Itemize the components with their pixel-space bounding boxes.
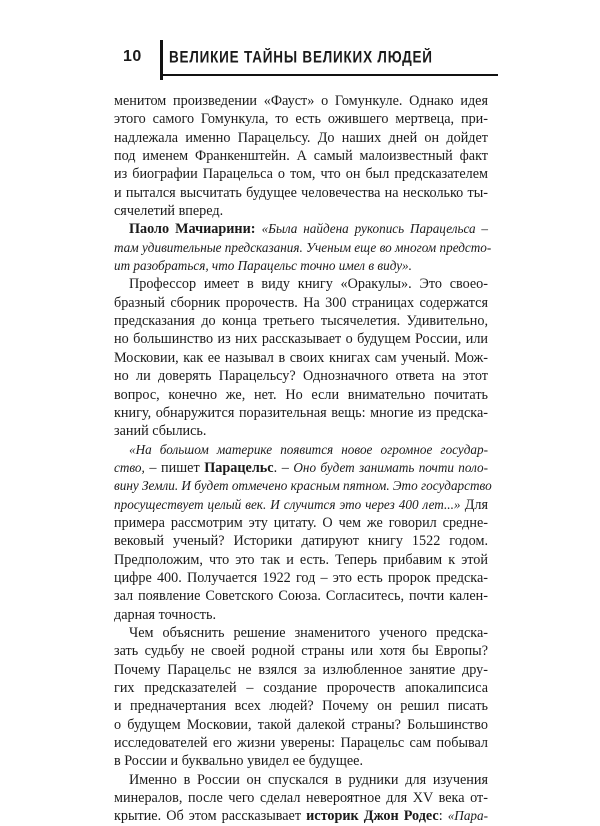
text-span: крытие. Об этом рассказывает	[114, 808, 307, 825]
text-line: надлежала именно Парацельсу. До наших дней он дойдет	[114, 129, 488, 146]
text-line: цифре 400. Получается 1922 год – это есть пророк предска-	[114, 569, 488, 586]
quote-text: «Пара-	[447, 808, 488, 824]
text-line: менитом произведении «Фауст» о Гомункуле. Однако идея	[114, 93, 488, 109]
text-span: – пишет	[144, 459, 205, 476]
text-line: минералов, после чего сделал невероятное для XV века от-	[114, 790, 488, 807]
text-line: о будущем Московии, такой далекой страны? Большинство	[114, 716, 488, 733]
text-line: бразный сборник пророчеств. На 300 страницах содержатся	[114, 294, 488, 311]
text-line: исследователей его жизни уверены: Парацельс сам побывал	[114, 735, 488, 752]
text-line: этого самого Гомункула, то есть ожившего мертвеца, при-	[114, 111, 488, 128]
text-line: Именно в России он спускался в рудники для изучения	[129, 771, 488, 788]
quote-line	[114, 459, 488, 477]
text-line: вопрос, конечно же, нет. Но если внимательно почитать	[114, 386, 488, 403]
quote-text: Оно будет занимать почти поло-	[293, 459, 489, 475]
quote-line	[114, 496, 488, 514]
text-span: . –	[273, 459, 294, 476]
text-line: Чем объяснить решение знаменитого ученого предска-	[129, 624, 488, 641]
running-title: ВЕЛИКИЕ ТАЙНЫ ВЕЛИКИХ ЛЮДЕЙ	[169, 48, 433, 66]
speaker-name: Паоло Мачиарини:	[129, 221, 256, 238]
quote-line	[114, 220, 488, 238]
text-line: Московии, как ее называл в своих книгах сам ученый. Мож-	[114, 349, 488, 366]
text-line: Почему Парацельс не взялся за излюбленное занятие дру-	[114, 661, 488, 678]
text-line: и предначертания всех людей? Почему он решил писать	[114, 698, 488, 715]
text-span: :	[438, 808, 448, 825]
author-name: историк Джон Родес	[306, 808, 439, 825]
text-line: заний сбылись.	[114, 423, 207, 440]
text-line: в России и буквально увидел ее будущее.	[114, 753, 363, 770]
author-name: Парацельс	[204, 459, 274, 476]
text-line: примера рассмотрим эту цитату. О чем же говорил средне-	[114, 514, 488, 531]
quote-line: вину Земли. И будет отмечено красным пятном. Это государство	[114, 478, 492, 494]
text-line: зал появление Советского Союза. Согласитесь, почти кален-	[114, 588, 488, 605]
text-line: дарная точность.	[114, 606, 217, 623]
text-line: предсказания до конца третьего тысячелетия. Удивительно,	[114, 313, 488, 330]
quote-text: просуществует целый век. И случится это через 400 лет...»	[114, 496, 461, 512]
text-line: сячелетий вперед.	[114, 203, 224, 220]
text-span: Для	[460, 496, 488, 513]
text-line: гих предсказателей – создание пророчеств апокалипсиса	[114, 680, 488, 696]
page-number: 10	[123, 48, 142, 65]
header-rule	[160, 74, 498, 76]
quote-line: там удивительные предсказания. Ученым еще во многом предсто-	[114, 239, 492, 255]
text-line: Профессор имеет в виду книгу «Оракулы». Это своео-	[129, 276, 488, 293]
quote-text: «Была найдена рукопись Парацельса –	[261, 221, 489, 237]
text-line: но большинство из них рассказывает о будущем России, или	[114, 331, 488, 348]
quote-line: ит разобраться, что Парацельс точно имел в виду».	[114, 258, 412, 274]
text-line: книгу, обнаружится поразительная вещь: многие из предска-	[114, 404, 488, 421]
body-text	[114, 92, 492, 826]
quote-line: «На большом материке появится новое огромное государ-	[129, 441, 488, 457]
text-line: и пытался высчитать будущее человечества на несколько ты-	[114, 184, 488, 201]
text-line: но ли доверять Парацельсу? Однозначного ответа на этот	[114, 368, 488, 385]
text-line: из биографии Парацельса о том, что он был предсказателем	[114, 166, 488, 183]
text-line: под именем Франкенштейн. А самый малоизвестный факт	[114, 148, 488, 165]
text-line: Предположим, что это так и есть. Теперь прибавим к этой	[114, 551, 488, 568]
text-line	[114, 807, 488, 825]
quote-text: ство,	[114, 459, 145, 475]
page-header	[113, 40, 498, 80]
text-line: вековый ученый? Историки датируют книгу 1522 годом.	[114, 533, 488, 550]
text-line: зать судьбу не своей родной страны или хотя бы Европы?	[114, 643, 488, 660]
